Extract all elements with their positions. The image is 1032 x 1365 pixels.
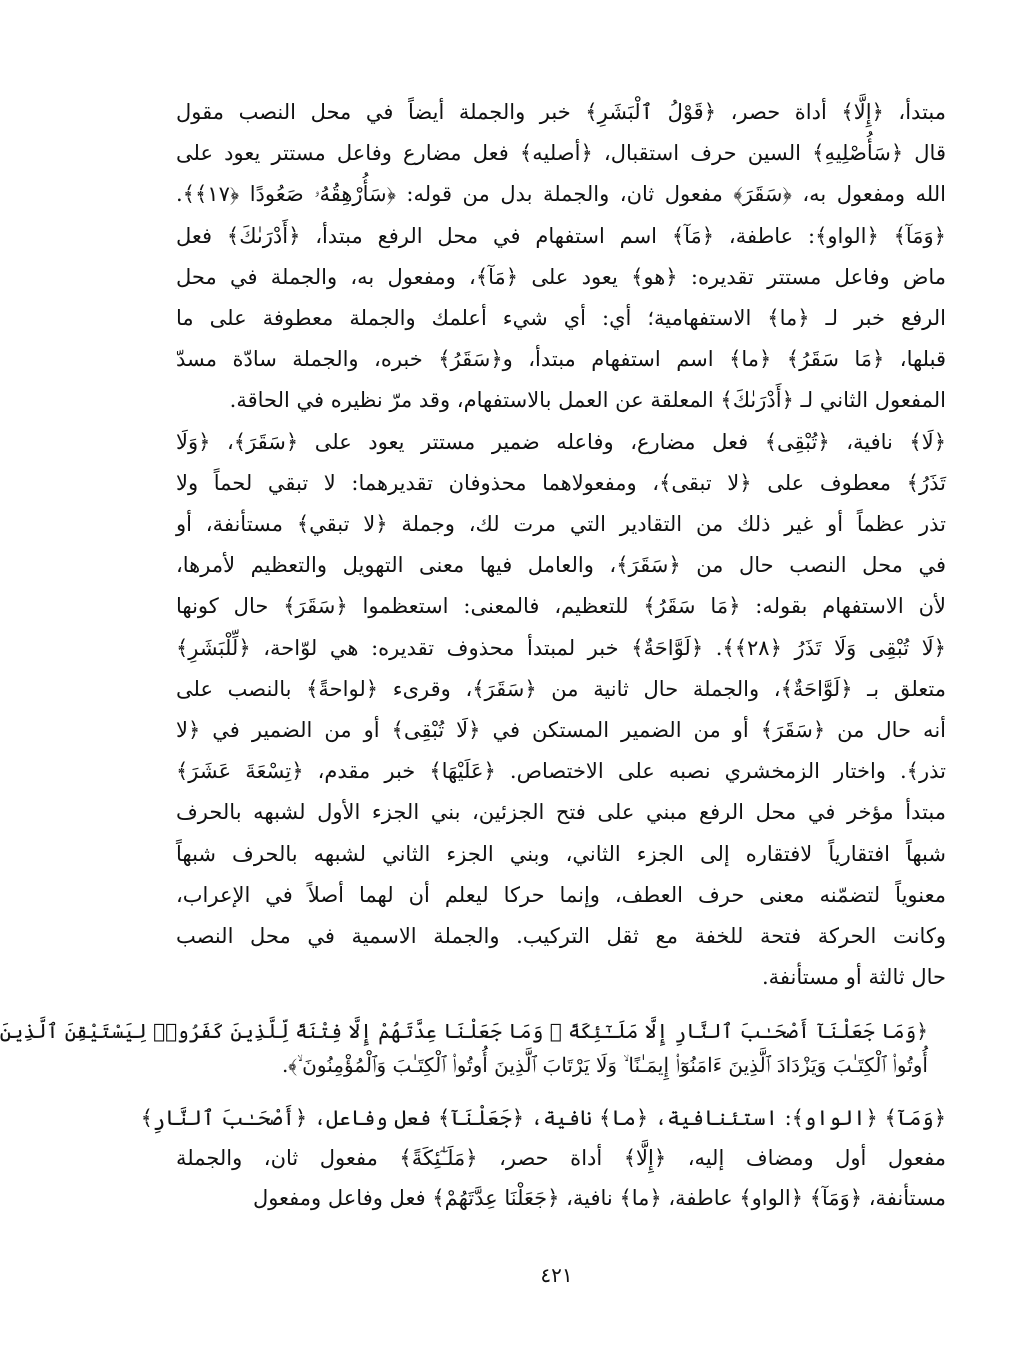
text-line: تذر عظماً أو غير ذلك من التقادير التي مرت لك، وجملة ﴿لا تبقي﴾ مستأنفة، أو bbox=[176, 512, 946, 537]
text-line: ﴿وَمَا جَعَلْنَآ أَصْحَـٰبَ ٱلنَّارِ إِلَّا مَلَـٰٓئِكَةً ۙ وَمَا جَعَلْنَا عِدَّتَهُمْ إِلَّا فِتْنَةً لِّلَّذِينَ كَفَرُوا۟ لِيَسْتَيْقِنَ ٱلَّذِينَ bbox=[0, 1019, 928, 1044]
text-line: لأن الاستفهام بقوله: ﴿مَا سَقَرُ﴾ للتعظيم، فالمعنى: استعظموا ﴿سَقَرَ﴾ حال كونها bbox=[176, 594, 946, 619]
text-line: ﴿وَمَآ﴾ ﴿الواو﴾: عاطفة، ﴿مَآ﴾ اسم استفهام في محل الرفع مبتدأ، ﴿أَدْرَىٰكَ﴾ فعل bbox=[176, 223, 946, 248]
text-line: أُوتُوا۟ ٱلْكِتَـٰبَ وَيَزْدَادَ ٱلَّذِينَ ءَامَنُوٓا۟ إِيمَـٰنًا ۙ وَلَا يَرْتَابَ ٱلَّذِينَ أُوتُوا۟ ٱلْكِتَـٰبَ وَٱلْمُؤْمِنُونَ ۙ﴾. bbox=[281, 1053, 928, 1078]
text-line: مبتدأ، ﴿إِلَّا﴾ أداة حصر، ﴿قَوْلُ ٱلْبَشَرِ﴾ خبر والجملة أيضاً في محل النصب مقول bbox=[176, 100, 946, 124]
text-line: وكانت الحركة فتحة للخفة مع ثقل التركيب. والجملة الاسمية في محل النصب bbox=[176, 924, 946, 949]
text-line: ﴿وَمَآ﴾ ﴿الواو﴾: استئنافية، ﴿ما﴾ نافية، ﴿جَعَلْنَآ﴾ فعل وفاعل، ﴿أَصْحَـٰبَ ٱلنَّارِ﴾ bbox=[140, 1106, 946, 1131]
page-content bbox=[0, 92, 946, 1218]
text-line: الله ومفعول به، ﴿سَقَرَ﴾ مفعول ثان، والجملة بدل من قوله: ﴿سَأُرْهِقُهُۥ صَعُودًا ﴿١٧﴾﴾. bbox=[176, 182, 946, 207]
text-line: الرفع خبر لـ ﴿ما﴾ الاستفهامية؛ أي: أي شيء أعلمك والجملة معطوفة على ما bbox=[176, 306, 946, 331]
paragraph-1 bbox=[176, 92, 946, 422]
text-line: مستأنفة، ﴿وَمَآ﴾ ﴿الواو﴾ عاطفة، ﴿ما﴾ نافية، ﴿جَعَلْنَا عِدَّتَهُمْ﴾ فعل وفاعل ومفعول bbox=[252, 1186, 946, 1211]
text-line: المفعول الثاني لـ ﴿أَدْرَىٰكَ﴾ المعلقة عن العمل بالاستفهام، وقد مرّ نظيره في الحاقة. bbox=[229, 388, 946, 413]
text-line: معنوياً لتضمّنه معنى حرف العطف، وإنما حركا ليعلم أن لهما أصلاً في الإعراب، bbox=[176, 882, 946, 907]
text-line: ﴿لَا﴾ نافية، ﴿تُبْقِى﴾ فعل مضارع، وفاعله ضمير مستتر يعود على ﴿سَقَرَ﴾، ﴿وَلَا bbox=[176, 429, 946, 454]
text-line: قبلها، ﴿مَا سَقَرُ﴾ ﴿ما﴾ اسم استفهام مبتدأ، و﴿سَقَرُ﴾ خبره، والجملة سادّة مسدّ bbox=[176, 347, 946, 372]
text-line: تَذَرُ﴾ معطوف على ﴿لا تبقى﴾، ومفعولاهما محذوفان تقديرهما: لا تبقي لحماً ولا bbox=[176, 470, 946, 495]
text-line: مفعول أول ومضاف إليه، ﴿إِلَّا﴾ أداة حصر، ﴿مَلَـٰٓئِكَةً﴾ مفعول ثان، والجملة bbox=[176, 1146, 946, 1171]
text-line: أنه حال من ﴿سَقَرَ﴾ أو من الضمير المستكن في ﴿لَا تُبْقِى﴾ أو من الضمير في ﴿لا bbox=[176, 718, 946, 743]
page-number: ٤٢١ bbox=[540, 1263, 573, 1287]
text-line: حال ثالثة أو مستأنفة. bbox=[762, 965, 946, 990]
text-line: مبتدأ مؤخر في محل الرفع مبني على فتح الجزئين، بني الجزء الأول لشبهه بالحرف bbox=[176, 800, 946, 825]
text-line: شبهاً افتقارياً لافتقاره إلى الجزء الثاني، وبني الجزء الثاني لشبهه بالحرف شبهاً bbox=[176, 841, 946, 866]
text-line: متعلق بـ ﴿لَوَّاحَةٌ﴾، والجملة حال ثانية من ﴿سَقَرَ﴾، وقرىء ﴿لواحةً﴾ بالنصب على bbox=[176, 676, 946, 701]
text-line: ماض وفاعل مستتر تقديره: ﴿هو﴾ يعود على ﴿مَآ﴾، ومفعول به، والجملة في محل bbox=[176, 264, 946, 289]
text-line: في محل النصب حال من ﴿سَقَرَ﴾، والعامل فيها معنى التهويل والتعظيم لأمرها، bbox=[176, 553, 946, 578]
text-line: تذر﴾. واختار الزمخشري نصبه على الاختصاص. ﴿عَلَيْهَا﴾ خبر مقدم، ﴿تِسْعَةَ عَشَرَ﴾ bbox=[176, 759, 946, 784]
text-line: قال ﴿سَأُصْلِيهِ﴾ السين حرف استقبال، ﴿أصليه﴾ فعل مضارع وفاعل مستتر يعود على bbox=[176, 141, 946, 166]
paragraph-2 bbox=[176, 422, 946, 999]
paragraph-3 bbox=[140, 1098, 946, 1218]
text-line: ﴿لَا تُبْقِى وَلَا تَذَرُ ﴿٢٨﴾﴾. ﴿لَوَّاحَةٌ﴾ خبر لمبتدأ محذوف تقديره: هي لوّاحة، ﴿لِّلْبَشَرِ﴾ bbox=[176, 635, 946, 660]
quran-verse bbox=[0, 1014, 946, 1082]
